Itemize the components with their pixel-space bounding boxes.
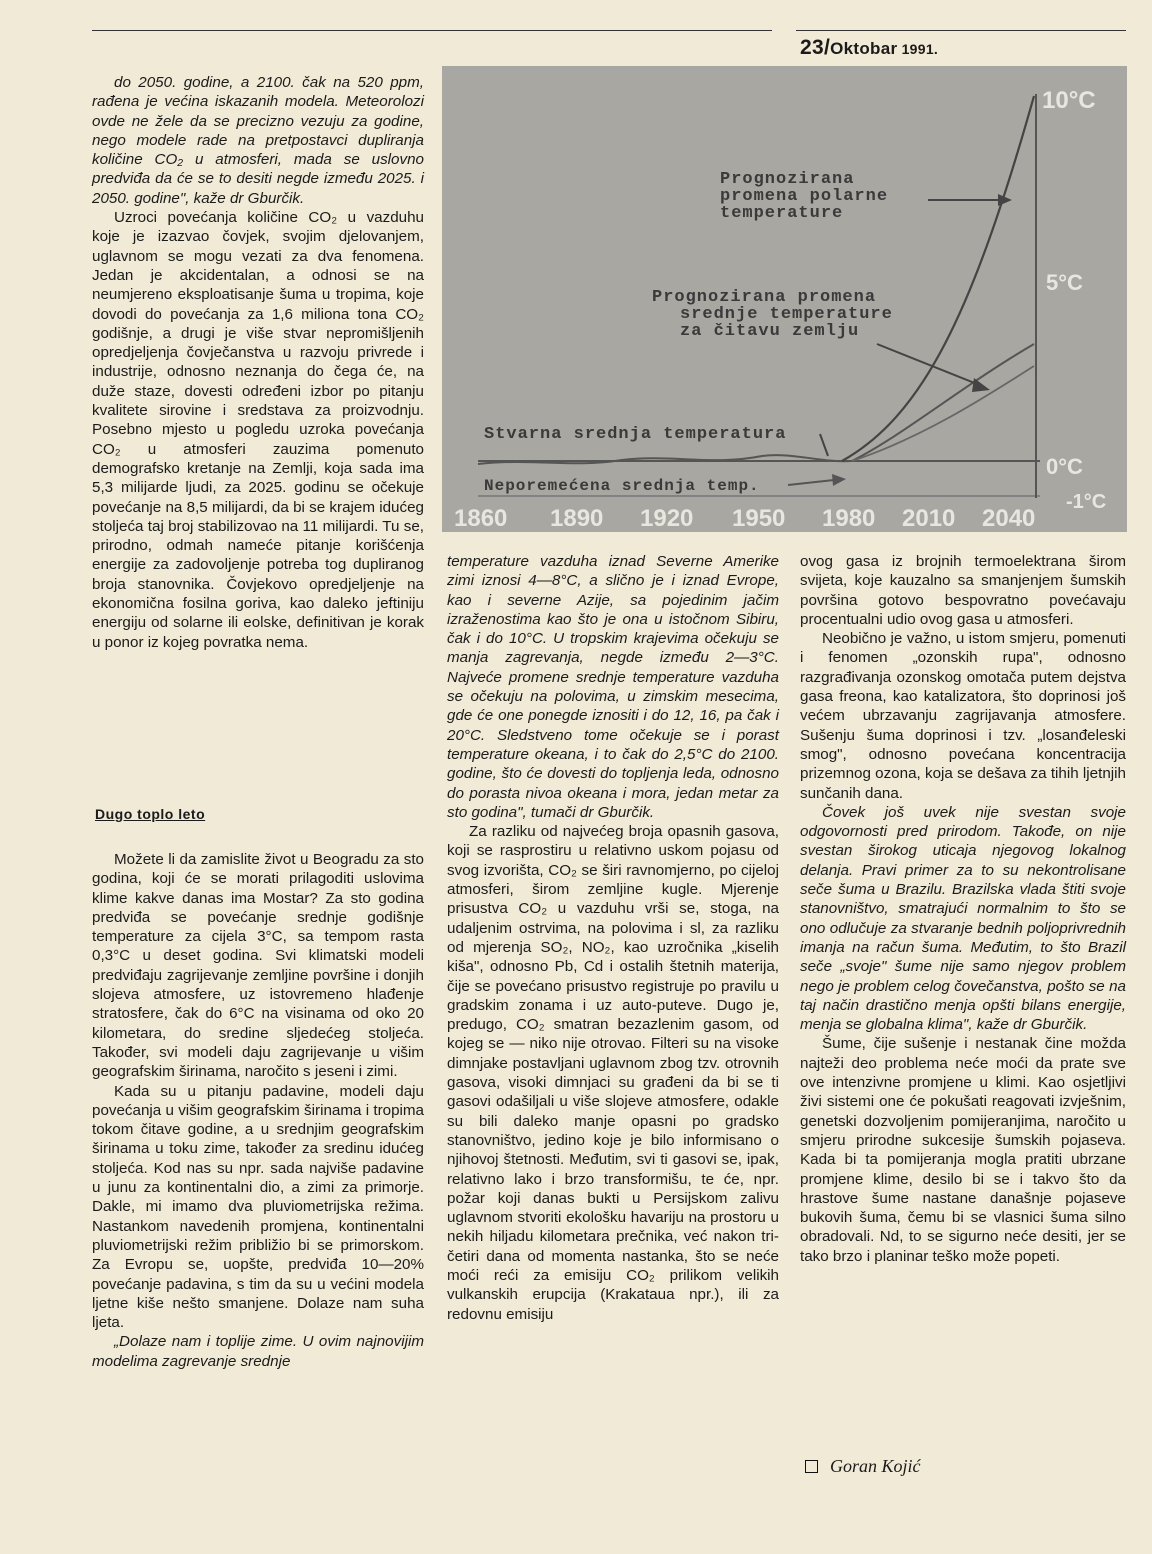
year-1890: 1890	[550, 505, 604, 532]
paragraph: Šume, čije sušenje i nestanak čine možda najteži deo problema neće moći da prate sve ove intenzivne promjene u klimi. Kao osjetljivi živi sistemi one će pokušati reagovati izvješnim, genetski dozvoljenim pomijeranjima, naročito u smjeru prirodne sukcesije šumskih pojaseva. Kada bi ta pomijeranja mogla pratiti ubrzane promjene klime, desilo bi se i takvo što da hrastove šume nastane današnje pojaseve bukovih šuma, čemu bi se vlasnici šuma silno obradovali. Nd, to se sigurno neće desiti, jer se tako brzo i planinar teško može popeti.	[800, 1035, 1126, 1265]
paragraph: Možete li da zamislite život u Beogradu za sto godina, koji će se morati prilagoditi uslovima klime kakve danas ima Mostar? Za sto godina predviđa se povećanje srednje godišnje temperature za cijela 3°C, sa tempom rasta 0,3°C u deset godina. Svi klimatski modeli predviđaju zagrijevanje zemljine površine i donjih slojeva atmosfere, uz istovremeno hlađenje stratosfere, čak do 6°C na visinama od oko 20 kilometara, do sredine sljedećeg stoljeća. Također, svi modeli daju zagrijevanje u višim geografskim širinama, naročito s jeseni i zimi.	[92, 851, 424, 1081]
column-2	[447, 552, 779, 1324]
label-undisturbed: Neporemećena srednja temp.	[484, 477, 760, 495]
year-2010: 2010	[902, 505, 956, 532]
paragraph: Za razliku od najvećeg broja opasnih gasova, koji se rasprostiru u relativno uskom pojasu od svog izvorišta, CO₂ se širi ravnomjerno, po cijeloj atmosferi, širom zemljine kugle. Mjerenje prisustva CO₂ u vazduhu vrši se, stoga, na udaljenim ostrvima, na polovima i sl, za razliku od mjerenja SO₂, NO₂, kao uzročnika „kiselih kiša", odnosno Pb, Cd i ostalih štetnih materija, čije se povećano prisustvo registruje po pravilu u gradskim zonama i uz auto-puteve. Dugo je, predugo, CO₂ smatran bezazlenim gasom, od kojeg se — niko nije otrovao. Filteri su na visoke dimnjake postavljani uglavnom zbog tzv. otrovnih gasova, visoki dimnjaci su građeni da bi se ti gasovi odašiljali u više slojeve atmosfere, odakle su bili daleko manje opasni po gradsko stanovništvo, jedino koje je bilo informisano o njihovoj štetnosti. Međutim, svi ti gasovi se, ipak, relativno lako i brzo transformišu, te će, npr. požar koji danas bukti u Persijskom zalivu uglavnom stvoriti ekološku havariju na prostoru u nekih hiljadu kilometara prečnika, već nakon tri-četiri dana od momenta nastanka, što se neće moći reći za emisiju CO₂ prilikom velikih vulkanskih erupcija (Krakataua npr.), ili za redovnu emisiju	[447, 823, 779, 1323]
year-1950: 1950	[732, 505, 786, 532]
ylabel-10: 10°C	[1042, 87, 1096, 114]
subheading: Dugo toplo leto	[95, 806, 206, 822]
paragraph: ovog gasa iz brojnih termoelektrana širom svijeta, koje kauzalno sa smanjenjem šumskih površina gotovo bespovratno povećavaju procentualni udio ovog gasa u atmosferi.	[800, 553, 1126, 628]
paragraph: Uzroci povećanja količine CO₂ u vazduhu koje je izazvao čovjek, svojim djelovanjem, uglavnom se mogu vezati za dva fenomena. Jedan je akcidentalan, a odnosi se na neumjereno eksploatisanje šuma u tropima, koje dovodi do povećanja za 1,6 miliona tona CO₂ godišnje, a drugi je više stvar nepromišljenih opredjeljenja čovječanstva u razvoju privrede i industrije, odnosno neznanja do čega će, na duže staze, dovesti određeni izbor po pitanju kvalitete sirovine i sredstava za proizvodnju. Posebno mjesto u pogledu uzroka povećanja CO₂ u atmosferi zauzima pomenuto demografsko kretanje na Zemlji, koja sada ima 5,3 milijarde ljudi, za 2025. godinu se očekuje povećanje na 8,5 milijardi, da bi se krajem idućeg stoljeća taj broj stabilizovao na 11 milijardi. Tu se, prirodno, odmah nameće pitanje korišćenja energije za zadovoljenje potreba tog dupliranog broja stanovnika. Čovjekovo opredjeljenje na ekonomična fosilna goriva, kao daleko jeftiniju energiju od solarne ili eolske, definitivan je korak u ponor iz kojeg povratka nema.	[92, 209, 424, 651]
year-1860: 1860	[454, 505, 508, 532]
paragraph: „Dolaze nam i toplije zime. U ovim najnovijim modelima zagrevanje srednje	[92, 1333, 424, 1370]
label-mean-line-1: Prognozirana promena	[652, 288, 877, 307]
top-rule-right	[796, 30, 1126, 31]
label-polar-line-3: temperature	[720, 204, 844, 223]
year-1920: 1920	[640, 505, 694, 532]
label-polar-line-2: promena polarne	[720, 187, 889, 206]
column-1-top	[92, 73, 424, 652]
column-1-bottom	[92, 850, 424, 1371]
label-actual: Stvarna srednja temperatura	[484, 425, 787, 444]
label-mean-line-3: za čitavu zemlju	[680, 322, 860, 341]
paragraph: Čovek još uvek nije svestan svoje odgovornosti pred prirodom. Takođe, on nije svestan širokog uticaja njegovog lokalnog delanja. Pravi primer za to su nekontrolisane seče šuma u Brazilu. Brazilska vlada štiti svoje stanovništvo, smatrajući normalnim to što se ono odlučuje za stvaranje bednih poljoprivrednih imanja na račun šuma. Međutim, to što Brazil seče „svoje" šume nije samo njegov problem nego je problem celog čovečanstva, pošto se na taj način drastično menja opšti bilans energije, menja se globalna klima", kaže dr Gburčik.	[800, 803, 1126, 1034]
paragraph: do 2050. godine, a 2100. čak na 520 ppm, rađena je većina iskazanih modela. Meteorolozi ovde ne žele da se precizno vezuju za godine, nego modele rade na pretpostavci dupliranja količine CO₂ u atmosferi, mada se uslovno predviđa da će se to desiti negde između 2025. i 2050. godine", kaže dr Gburčik.	[92, 74, 424, 207]
ylabel-0: 0°C	[1046, 454, 1083, 479]
paragraph: temperature vazduha iznad Severne Amerike zimi iznosi 4—8°C, a slično je i iznad Evrope, kao i severne Azije, sa pojedinim jačim izraženostima kao što je ona u istočnom Sibiru, čak i do 10°C. U tropskim krajevima očekuju se manja zagrevanja, negde između 2—3°C. Najveće promene srednje temperature vazduha se očekuju na polovima, u zimskim mesecima, gde će one ponegde iznositi i do 12, 16, pa čak i 20°C. Sledstveno tome očekuje se i porast temperature okeana, i to čak do 2,5°C do 2100. godine, što će dovesti do topljenja leda, odnosno do porasta nivoa okeana i mora, jedan metar za sto godina", tumači dr Gburčik.	[447, 553, 779, 821]
top-rule-left	[92, 30, 772, 31]
year-2040: 2040	[982, 505, 1036, 532]
column-3	[800, 552, 1126, 1266]
temperature-figure	[442, 66, 1127, 532]
issue-date: 23/Oktobar 1991.	[800, 36, 939, 59]
year-1980: 1980	[822, 505, 876, 532]
paragraph: Kada su u pitanju padavine, modeli daju povećanja u višim geografskim širinama i tropima tokom čitave godine, a u srednjim geografskim širinama u toku zime, također za sredinu idućeg stoljeća. Kod nas su npr. sada najviše padavine u junu za kontinentalni dio, a zimi za primorje. Dakle, mi imamo dva pluviometrijska režima. Nastankom navedenih promjena, kontinentalni pluviometrijski režim približio bi se primorskom. Za Evropu se, uopšte, predviđa 10—20% povećanje padavina, s tim da su u većini modela ljetne kiše nešto smanjene. Dolaze nam suha ljeta.	[92, 1082, 424, 1332]
ylabel-5: 5°C	[1046, 270, 1083, 295]
author-signature: Goran Kojić	[805, 1456, 921, 1477]
end-mark	[805, 1460, 818, 1473]
label-mean-line-2: srednje temperature	[680, 305, 893, 324]
paragraph: Neobično je važno, u istom smjeru, pomenuti i fenomen „ozonskih rupa", odnosno razgrađivanja ozonskog omotača putem dejstva gasa freona, kao katalizatora, što doprinosi još većem ubrzavanju zagrijavanja atmosfere. Sušenju šuma doprinosi i tzv. „losanđeleski smog", odnosno povećana koncentracija prizemnog ozona, koja se dešava za tihih ljetnjih sunčanih dana.	[800, 630, 1126, 802]
label-polar-line-1: Prognozirana	[720, 170, 855, 189]
ylabel-minus1: -1°C	[1066, 491, 1107, 513]
